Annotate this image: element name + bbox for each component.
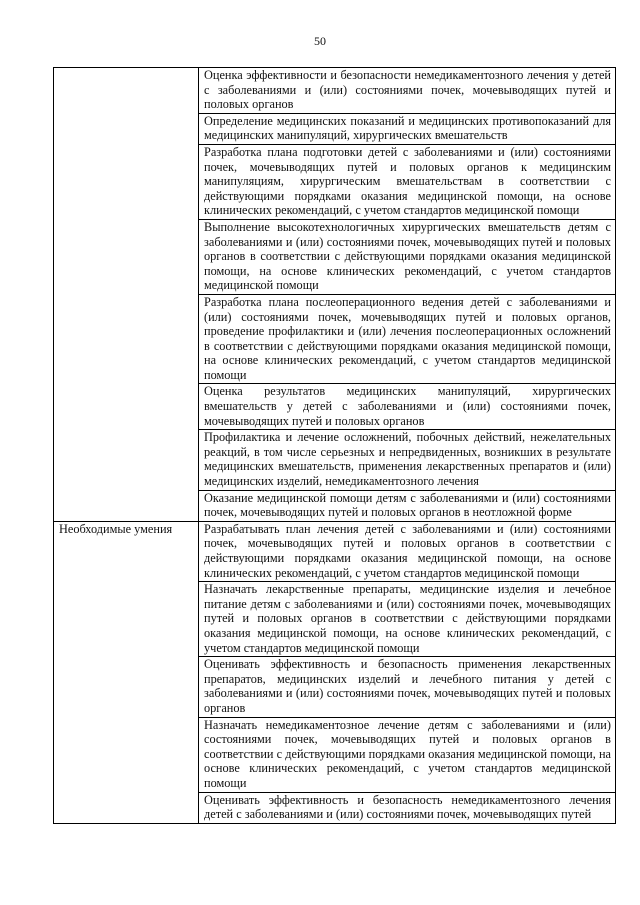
cell-text: Оценка эффективности и безопасности немедикаментозного лечения у детей с заболеваниями и (или) состояниями почек, мочевыводящих путей и половых органов [204, 68, 611, 112]
cell-text: Оценивать эффективность и безопасность немедикаментозного лечения детей с заболеваниями и (или) состояниями почек, мочевыводящих путей [204, 792, 611, 822]
cell-text: Оказание медицинской помощи детям с заболеваниями и (или) состояниями почек, мочевыводящих путей и половых органов в неотложной форме [204, 490, 611, 520]
cell-text: Определение медицинских показаний и медицинских противопоказаний для медицинских манипуляций, хирургических вмешательств [204, 113, 611, 143]
table-cell [199, 219, 616, 294]
table-cell [199, 490, 616, 521]
table-cell [199, 294, 616, 384]
section-label: Необходимые умения [54, 521, 199, 823]
table-cell [199, 657, 616, 717]
cell-text: Назначать немедикаментозное лечение детям с заболеваниями и (или) состояниями почек, мочевыводящих путей и половых органов в соответствии с действующими порядками оказания медицинской помощи, на основе клинических рекомендаций, с учетом стандартов медицинской помощи [204, 717, 611, 790]
cell-text: Профилактика и лечение осложнений, побочных действий, нежелательных реакций, в том числе серьезных и непредвиденных, возникших в результате медицинских вмешательств, применения лекарственных препаратов и (или) медицинских изделий, немедикаментозного лечения [204, 430, 611, 489]
table-cell [199, 144, 616, 219]
requirements-table [53, 67, 616, 824]
cell-text: Назначать лекарственные препараты, медицинские изделия и лечебное питание детям с заболеваниями и (или) состояниями почек, мочевыводящих путей и половых органов в соответствии с действующими порядками оказания медицинской помощи, на основе клинических рекомендаций, с учетом стандартов медицинской помощи [204, 582, 611, 655]
table-cell [199, 717, 616, 792]
table-row [54, 521, 616, 581]
table-cell [199, 113, 616, 144]
cell-text: Оценивать эффективность и безопасность применения лекарственных препаратов, медицинских изделий и лечебного питания у детей с заболеваниями и (или) состояниями почек, мочевыводящих путей и половых органов [204, 657, 611, 715]
page-number: 50 [314, 34, 326, 48]
table-cell [199, 430, 616, 490]
cell-text: Выполнение высокотехнологичных хирургических вмешательств детям с заболеваниями и (или) состояниями почек, мочевыводящих путей и половых органов в соответствии с действующими порядками оказания медицинской помощи, на основе клинических рекомендаций, с учетом стандартов медицинской помощи [204, 219, 611, 293]
section-label [54, 68, 199, 522]
cell-text: Разработка плана послеоперационного ведения детей с заболеваниями и (или) состояниями почек, мочевыводящих путей и половых органов, проведение профилактики и (или) лечения послеоперационных осложнений в соответствии с действующими порядками оказания медицинской помощи, на основе клинических рекомендаций, с учетом стандартов медицинской помощи [204, 294, 611, 382]
cell-text: Оценка результатов медицинских манипуляций, хирургических вмешательств у детей с заболеваниями и (или) состояниями почек, мочевыводящих путей и половых органов [204, 384, 611, 428]
table-cell [199, 792, 616, 823]
cell-text: Разработка плана подготовки детей с заболеваниями и (или) состояниями почек, мочевыводящих путей и половых органов к медицинским манипуляциям, хирургическим вмешательствам в соответствии с действующими порядками оказания медицинской помощи, на основе клинических рекомендаций, с учетом стандартов медицинской помощи [204, 144, 611, 218]
table-cell [199, 582, 616, 657]
table-cell [199, 384, 616, 430]
table-cell [199, 68, 616, 114]
table-row [54, 68, 616, 114]
table-cell [199, 521, 616, 581]
cell-text: Разрабатывать план лечения детей с заболеваниями и (или) состояниями почек, мочевыводящих путей и половых органов в соответствии с действующими порядками оказания медицинской помощи, на основе клинических рекомендаций, с учетом стандартов медицинской помощи [204, 521, 611, 580]
